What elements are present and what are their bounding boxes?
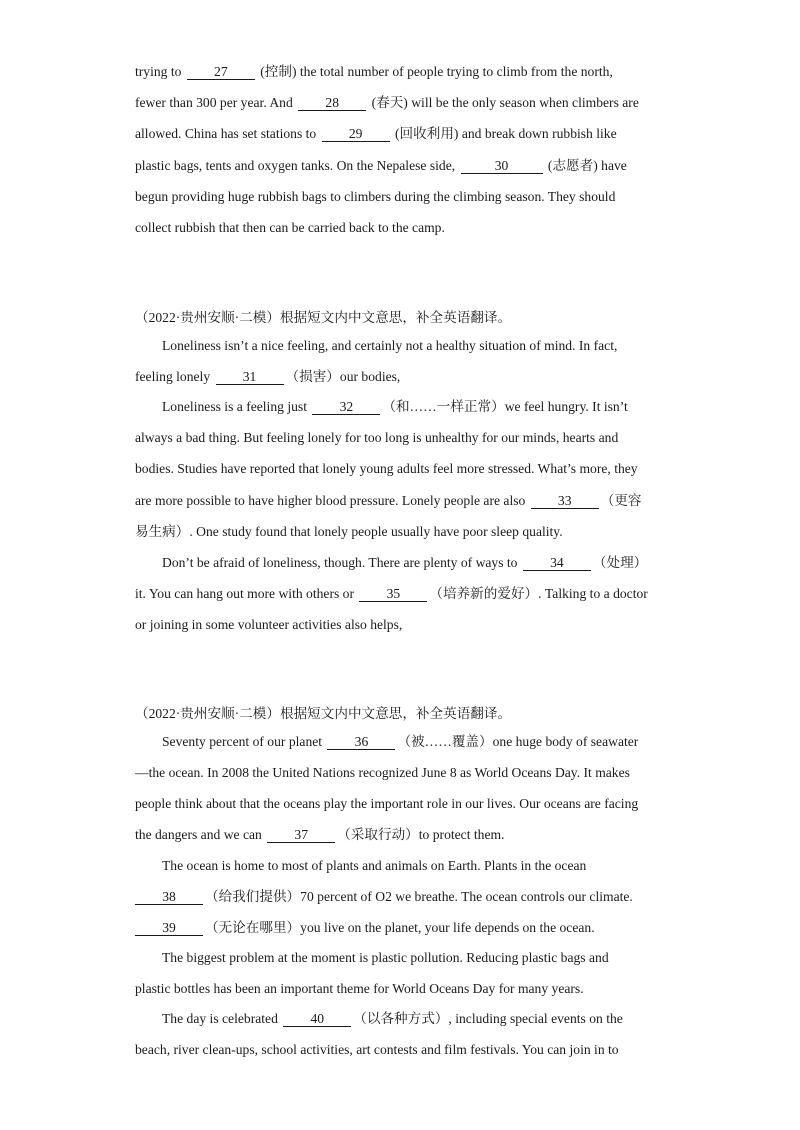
passage3-line xyxy=(135,827,504,843)
passage3-line xyxy=(162,734,638,750)
text-segment: trying to xyxy=(135,64,185,79)
passage3-line: people think about that the oceans play the important role in our lives. Our oceans are facing xyxy=(135,796,639,811)
passage1-line: begun providing huge rubbish bags to climbers during the climbing season. They should xyxy=(135,189,616,204)
passage3-line xyxy=(162,1011,623,1027)
answer-blank-31[interactable]: 31 xyxy=(216,370,284,385)
passage2-line xyxy=(135,586,648,602)
text-segment: （损害）our bodies, xyxy=(285,369,401,384)
answer-blank-37[interactable]: 37 xyxy=(267,828,335,843)
text-segment: fewer than 300 per year. And xyxy=(135,95,297,110)
passage1-line xyxy=(135,64,613,80)
passage3-line: The ocean is home to most of plants and animals on Earth. Plants in the ocean xyxy=(162,858,587,873)
passage2-line: Loneliness isn’t a nice feeling, and certainly not a healthy situation of mind. In fact, xyxy=(162,338,618,353)
answer-blank-36[interactable]: 36 xyxy=(327,735,395,750)
text-segment: （采取行动）to protect them. xyxy=(337,827,505,842)
answer-blank-29[interactable]: 29 xyxy=(322,127,390,142)
text-segment: (春天) will be the only season when climbers are xyxy=(368,95,639,110)
text-segment: (回收利用) and break down rubbish like xyxy=(391,126,617,141)
text-segment: The day is celebrated xyxy=(162,1011,282,1026)
text-segment: （给我们提供）70 percent of O2 we breathe. The ocean controls our climate. xyxy=(205,889,633,904)
text-segment: （培养新的爱好）. Talking to a doctor xyxy=(429,586,648,601)
text-segment: Don’t be afraid of loneliness, though. There are plenty of ways to xyxy=(162,555,521,570)
passage2-line xyxy=(162,555,647,571)
passage2-line xyxy=(135,369,400,385)
passage1-line xyxy=(135,126,617,142)
passage3-line: —the ocean. In 2008 the United Nations recognized June 8 as World Oceans Day. It makes xyxy=(135,765,630,780)
text-segment: (志愿者) have xyxy=(544,158,627,173)
text-segment: it. You can hang out more with others or xyxy=(135,586,358,601)
passage3-line xyxy=(135,920,595,936)
answer-blank-34[interactable]: 34 xyxy=(523,556,591,571)
passage3-source-heading: （2022·贵州安顺·二模）根据短文内中文意思，补全英语翻译。 xyxy=(135,706,512,721)
text-segment: （被……覆盖）one huge body of seawater xyxy=(397,734,639,749)
passage2-line: always a bad thing. But feeling lonely for too long is unhealthy for our minds, hearts and xyxy=(135,430,619,445)
text-segment: （更容 xyxy=(600,493,642,508)
passage2-source-heading: （2022·贵州安顺·二模）根据短文内中文意思，补全英语翻译。 xyxy=(135,310,512,325)
answer-blank-40[interactable]: 40 xyxy=(283,1012,351,1027)
text-segment: （以各种方式）, including special events on the xyxy=(353,1011,623,1026)
passage2-line xyxy=(135,493,642,509)
answer-blank-32[interactable]: 32 xyxy=(312,400,380,415)
text-segment: Loneliness is a feeling just xyxy=(162,399,311,414)
passage1-line xyxy=(135,158,627,174)
passage3-line: The biggest problem at the moment is plastic pollution. Reducing plastic bags and xyxy=(162,950,609,965)
text-segment: allowed. China has set stations to xyxy=(135,126,320,141)
text-segment: Seventy percent of our planet xyxy=(162,734,326,749)
passage1-line xyxy=(135,95,639,111)
answer-blank-38[interactable]: 38 xyxy=(135,890,203,905)
answer-blank-39[interactable]: 39 xyxy=(135,921,203,936)
passage3-line: plastic bottles has been an important theme for World Oceans Day for many years. xyxy=(135,981,584,996)
text-segment: （处理） xyxy=(592,555,648,570)
passage2-line: 易生病）. One study found that lonely people usually have poor sleep quality. xyxy=(135,524,563,539)
answer-blank-27[interactable]: 27 xyxy=(187,65,255,80)
passage1-line: collect rubbish that then can be carried back to the camp. xyxy=(135,220,445,235)
passage2-line xyxy=(162,399,628,415)
answer-blank-28[interactable]: 28 xyxy=(298,96,366,111)
text-segment: are more possible to have higher blood pressure. Lonely people are also xyxy=(135,493,529,508)
text-segment: （和……一样正常）we feel hungry. It isn’t xyxy=(382,399,628,414)
passage3-line: beach, river clean-ups, school activities, art contests and film festivals. You can join in to xyxy=(135,1042,619,1057)
passage2-line: bodies. Studies have reported that lonely young adults feel more stressed. What’s more, they xyxy=(135,461,638,476)
answer-blank-33[interactable]: 33 xyxy=(531,494,599,509)
text-segment: feeling lonely xyxy=(135,369,214,384)
text-segment: the dangers and we can xyxy=(135,827,266,842)
text-segment: （无论在哪里）you live on the planet, your life depends on the ocean. xyxy=(205,920,595,935)
text-segment: (控制) the total number of people trying to climb from the north, xyxy=(256,64,613,79)
answer-blank-30[interactable]: 30 xyxy=(461,159,543,174)
passage2-line: or joining in some volunteer activities also helps, xyxy=(135,617,403,632)
answer-blank-35[interactable]: 35 xyxy=(359,587,427,602)
text-segment: plastic bags, tents and oxygen tanks. On the Nepalese side, xyxy=(135,158,459,173)
passage3-line xyxy=(135,889,633,905)
